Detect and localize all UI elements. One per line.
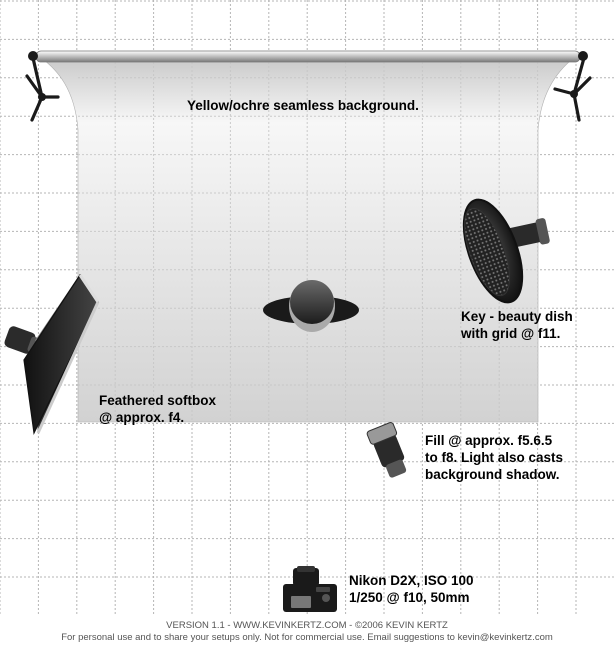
fill-light-icon — [366, 422, 411, 481]
camera-label-line2: 1/250 @ f10, 50mm — [349, 590, 470, 605]
backdrop-crossbar — [28, 51, 588, 62]
background-label: Yellow/ochre seamless background. — [187, 98, 419, 113]
key-light-label-line2: with grid @ f11. — [461, 326, 561, 341]
camera-label-line1: Nikon D2X, ISO 100 — [349, 573, 474, 588]
camera-icon — [283, 566, 337, 612]
softbox-label-line1: Feathered softbox — [99, 393, 217, 408]
fill-light-label-line1: Fill @ approx. f5.6.5 — [425, 433, 553, 448]
footer-version-line: VERSION 1.1 - WWW.KEVINKERTZ.COM - ©2006 KEVIN KERTZ — [166, 620, 448, 631]
key-light-label-line1: Key - beauty dish — [461, 309, 573, 324]
fill-light-label-line3: background shadow. — [425, 467, 560, 482]
fill-light-label-line2: to f8. Light also casts — [425, 450, 564, 465]
footer-usage-line: For personal use and to share your setups only. Not for commercial use. Email suggestions to kevin@kevinkertz.com — [61, 632, 553, 643]
softbox-label-line2: @ approx. f4. — [99, 410, 185, 425]
